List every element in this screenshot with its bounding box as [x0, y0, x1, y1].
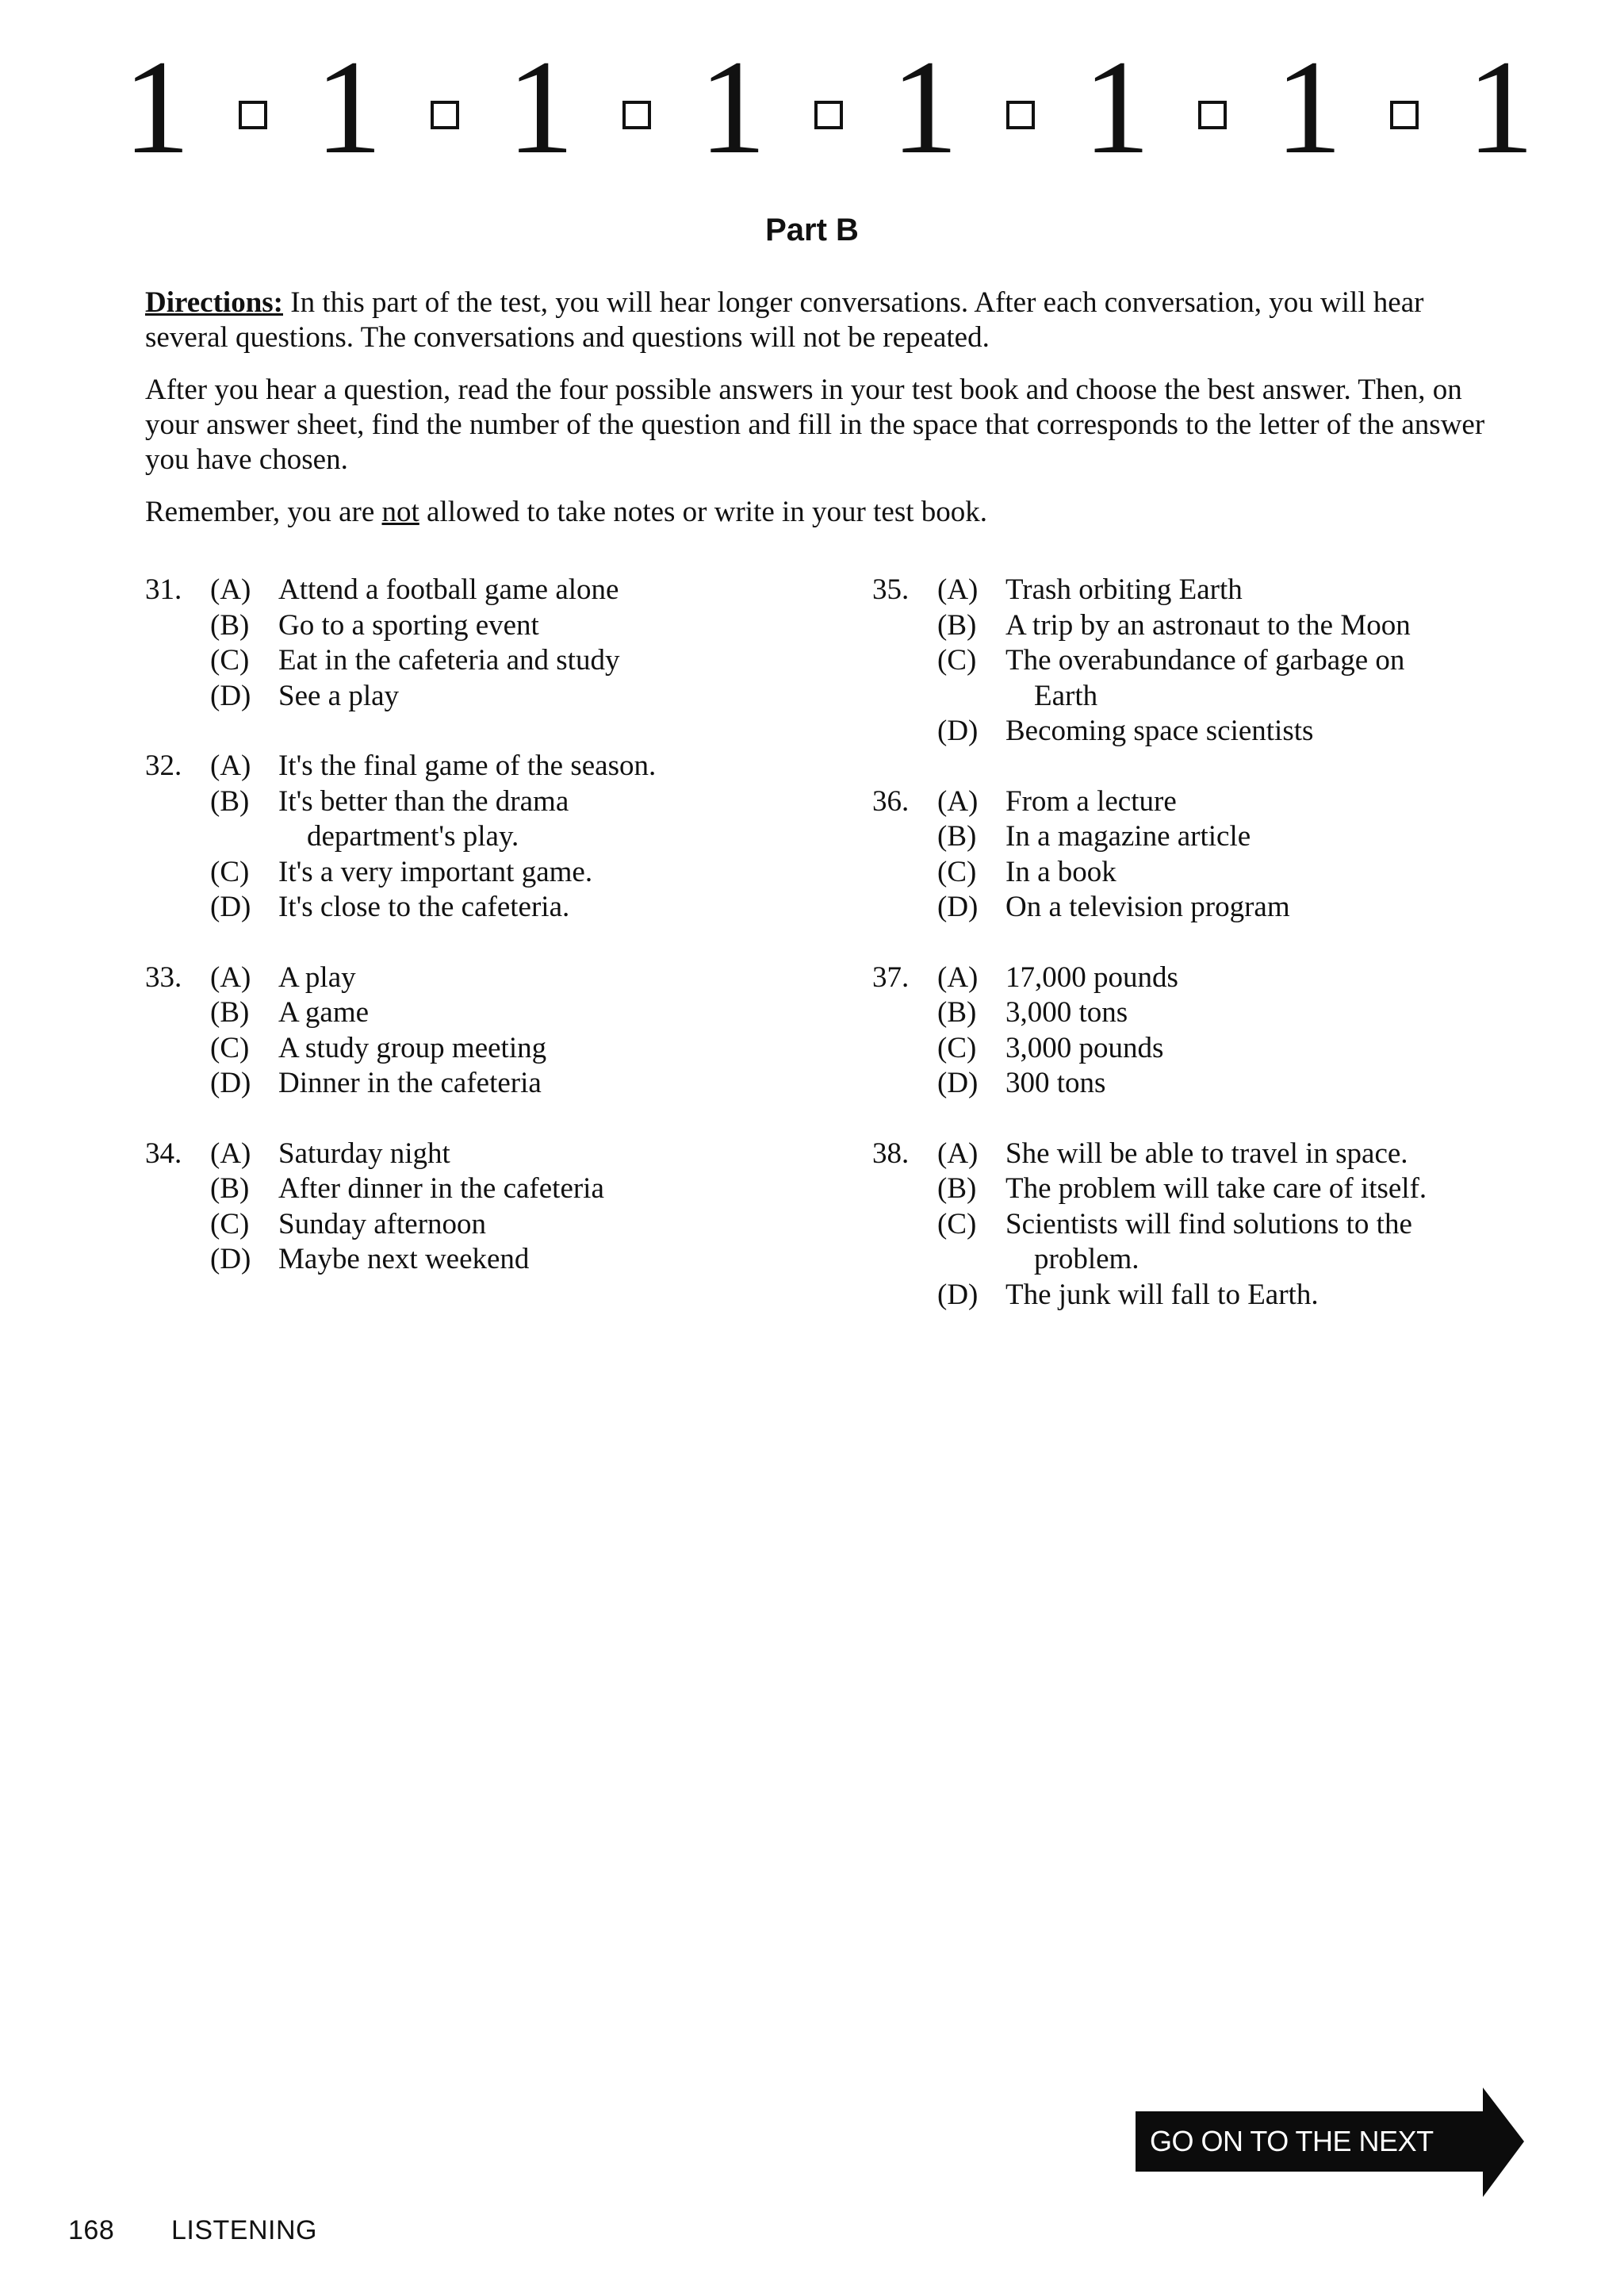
banner-digit: 1 — [507, 33, 575, 182]
option-text-line: After dinner in the cafeteria — [278, 1172, 604, 1205]
question-item — [145, 573, 811, 714]
option-text-line: On a television program — [1005, 891, 1290, 923]
answer-option — [872, 573, 1522, 608]
directions-paragraph-2: After you hear a question, read the four possible answers in your test book and choose the best answer. Then, on your answer sheet, find the number of the question and fill in the space that corresponds to the letter of the answer you have chosen. — [145, 374, 1485, 476]
answer-option — [145, 1207, 811, 1243]
answer-option — [872, 995, 1522, 1031]
option-letter: (D) — [937, 715, 979, 747]
option-text — [278, 1066, 811, 1102]
option-text-line: A play — [278, 960, 356, 994]
option-text — [1005, 1207, 1522, 1278]
option-letter: (A) — [210, 960, 251, 994]
directions-paragraph-1 — [145, 286, 1493, 355]
directions-text-3a: Remember, you are — [145, 496, 382, 528]
next-page-button[interactable] — [1136, 2088, 1532, 2218]
question-number — [145, 784, 210, 855]
option-text — [1005, 784, 1522, 820]
option-text-line: Becoming space scientists — [1005, 715, 1314, 747]
answer-option — [145, 784, 811, 855]
question-number — [145, 679, 210, 715]
option-text — [1005, 1278, 1522, 1313]
option-text — [278, 890, 811, 926]
question-item — [872, 784, 1522, 926]
option-letter: (D) — [210, 1067, 251, 1099]
answer-option — [145, 855, 811, 891]
option-text-line: 300 tons — [1005, 1067, 1106, 1099]
question-number — [145, 608, 210, 644]
part-title: Part B — [765, 213, 859, 247]
directions-text-1: In this part of the test, you will hear longer conversations. After each conversation, you will hear several questions. The conversations and questions will not be repeated. — [145, 286, 1424, 354]
option-text-line: Maybe next weekend — [278, 1243, 530, 1275]
option-text-line: Trash orbiting Earth — [1005, 573, 1243, 606]
question-number: 35. — [872, 573, 910, 606]
option-text — [1005, 890, 1522, 926]
directions-emphasis: not — [381, 496, 419, 528]
question-number — [872, 890, 937, 926]
question-number — [872, 608, 937, 644]
questions-left-column — [145, 573, 811, 1313]
option-text — [1005, 960, 1522, 996]
option-text — [278, 573, 811, 608]
option-text — [278, 855, 811, 891]
answer-option — [872, 643, 1522, 714]
answer-option — [145, 995, 811, 1031]
directions-label: Directions: — [145, 286, 283, 319]
option-text-line: 17,000 pounds — [1005, 960, 1178, 994]
option-text-line: The junk will fall to Earth. — [1005, 1278, 1319, 1311]
option-text — [1005, 714, 1522, 750]
option-letter: (A) — [937, 784, 979, 818]
answer-option — [872, 1031, 1522, 1067]
answer-option — [872, 1171, 1522, 1207]
option-text — [1005, 819, 1522, 855]
option-letter: (A) — [937, 573, 979, 606]
option-text-line: In a book — [1005, 855, 1116, 888]
section-name: LISTENING — [171, 2215, 317, 2245]
square-icon — [1198, 101, 1227, 129]
banner-digit: 1 — [123, 33, 190, 182]
square-icon — [431, 101, 459, 129]
next-page-label: GO ON TO THE NEXT PAGE — [1136, 2111, 1484, 2172]
option-text-line: 3,000 tons — [1005, 996, 1128, 1029]
option-letter: (D) — [937, 1278, 979, 1311]
option-text — [278, 995, 811, 1031]
option-text — [278, 1171, 811, 1207]
question-item — [872, 573, 1522, 750]
option-text — [278, 784, 811, 855]
option-letter: (B) — [937, 1172, 977, 1205]
answer-option — [872, 1207, 1522, 1278]
option-text — [278, 679, 811, 715]
banner-digit: 1 — [1466, 33, 1534, 182]
option-text — [278, 749, 811, 784]
question-number — [872, 643, 937, 714]
question-number: 36. — [872, 784, 910, 818]
option-text — [1005, 1137, 1522, 1172]
option-letter: (D) — [937, 891, 979, 923]
answer-option — [872, 890, 1522, 926]
option-letter: (A) — [937, 960, 979, 994]
option-letter: (C) — [210, 644, 250, 677]
option-text-line: Sunday afternoon — [278, 1207, 487, 1240]
question-number — [145, 1207, 210, 1243]
option-text-line: 3,000 pounds — [1005, 1031, 1164, 1064]
square-icon — [1006, 101, 1035, 129]
question-number — [872, 855, 937, 891]
option-letter: (B) — [937, 608, 977, 642]
question-number: 32. — [145, 750, 182, 782]
banner-digit: 1 — [1082, 33, 1151, 182]
option-letter: (B) — [210, 784, 250, 818]
answer-option — [872, 1066, 1522, 1102]
square-icon — [239, 101, 267, 129]
option-text — [278, 1207, 811, 1243]
option-letter: (C) — [937, 1207, 977, 1240]
question-number — [872, 1031, 937, 1067]
option-text-line: Attend a football game alone — [278, 573, 619, 606]
question-item — [145, 749, 811, 926]
answer-option — [872, 784, 1522, 820]
question-number — [872, 1171, 937, 1207]
option-letter: (C) — [210, 1031, 250, 1064]
question-number — [145, 1242, 210, 1278]
option-letter: (C) — [937, 855, 977, 888]
directions-paragraph-3 — [145, 495, 1493, 530]
option-text-line: Saturday night — [278, 1137, 450, 1170]
question-number — [872, 714, 937, 750]
banner-digit: 1 — [1274, 33, 1342, 182]
option-text-line: She will be able to travel in space. — [1005, 1137, 1408, 1170]
option-letter: (B) — [210, 1172, 250, 1205]
option-text-line: Eat in the cafeteria and study — [278, 644, 620, 677]
answer-option — [872, 855, 1522, 891]
question-number — [145, 995, 210, 1031]
option-text — [278, 608, 811, 644]
question-number — [145, 643, 210, 679]
option-letter: (A) — [210, 750, 251, 782]
option-text-line: From a lecture — [1005, 784, 1177, 818]
option-text-line: Scientists will find solutions to the — [1005, 1207, 1412, 1240]
directions-text-3b: allowed to take notes or write in your test book. — [419, 496, 988, 528]
option-text — [1005, 855, 1522, 891]
option-text-continuation: department's play. — [307, 820, 519, 853]
question-number — [145, 1171, 210, 1207]
answer-option — [145, 749, 811, 784]
answer-option — [145, 1066, 811, 1102]
option-letter: (A) — [210, 1137, 251, 1170]
square-icon — [622, 101, 651, 129]
question-number — [872, 1278, 937, 1313]
question-number — [872, 1066, 937, 1102]
question-number — [872, 995, 937, 1031]
option-text — [1005, 573, 1522, 608]
option-text — [1005, 1066, 1522, 1102]
option-text-line: Dinner in the cafeteria — [278, 1067, 542, 1099]
answer-option — [145, 608, 811, 644]
question-item — [145, 1137, 811, 1278]
square-icon — [814, 101, 843, 129]
option-text — [1005, 643, 1522, 714]
option-letter: (D) — [210, 891, 251, 923]
answer-option — [872, 1278, 1522, 1313]
banner-digit: 1 — [891, 33, 959, 182]
question-number — [872, 1207, 937, 1278]
question-number: 31. — [145, 573, 182, 606]
option-text-line: A game — [278, 996, 370, 1029]
option-letter: (C) — [210, 855, 250, 888]
option-letter: (B) — [937, 820, 977, 853]
answer-option — [145, 643, 811, 679]
option-letter: (D) — [210, 1243, 251, 1275]
question-number — [145, 1066, 210, 1102]
question-number — [145, 855, 210, 891]
question-item — [145, 960, 811, 1102]
question-item — [872, 1137, 1522, 1313]
question-number: 37. — [872, 960, 910, 994]
answer-option — [145, 1171, 811, 1207]
option-text-continuation: Earth — [1034, 679, 1098, 712]
option-letter: (C) — [937, 1031, 977, 1064]
arrow-right-icon — [1477, 2088, 1527, 2199]
option-letter: (C) — [937, 644, 977, 677]
question-item — [872, 960, 1522, 1102]
question-number: 34. — [145, 1137, 182, 1170]
square-icon — [1390, 101, 1419, 129]
question-number — [145, 1031, 210, 1067]
option-text-line: A study group meeting — [278, 1031, 547, 1064]
page-number: 168 — [68, 2215, 115, 2245]
answer-option — [872, 714, 1522, 750]
option-text — [1005, 995, 1522, 1031]
option-text — [1005, 608, 1522, 644]
option-letter: (A) — [937, 1137, 979, 1170]
option-text — [278, 1137, 811, 1172]
option-text-line: A trip by an astronaut to the Moon — [1005, 608, 1411, 642]
option-letter: (B) — [937, 996, 977, 1029]
option-text-line: It's a very important game. — [278, 855, 593, 888]
banner-digit: 1 — [699, 33, 767, 182]
option-letter: (B) — [210, 996, 250, 1029]
option-letter: (A) — [210, 573, 251, 606]
answer-option — [145, 1137, 811, 1172]
option-letter: (D) — [210, 679, 251, 712]
answer-option — [872, 608, 1522, 644]
option-text-line: It's the final game of the season. — [278, 750, 657, 782]
option-text-line: The overabundance of garbage on — [1005, 644, 1405, 677]
option-text-line: It's close to the cafeteria. — [278, 891, 570, 923]
questions-right-column — [872, 573, 1522, 1348]
question-number — [145, 890, 210, 926]
question-number — [872, 819, 937, 855]
directions-block — [145, 286, 1493, 547]
answer-option — [872, 960, 1522, 996]
option-text-line: It's better than the drama — [278, 784, 569, 818]
question-number: 33. — [145, 960, 182, 994]
option-text — [278, 643, 811, 679]
section-banner — [123, 33, 1534, 182]
option-text-line: Go to a sporting event — [278, 608, 539, 642]
option-text-line: See a play — [278, 679, 400, 712]
page-footer — [68, 2215, 317, 2246]
banner-digit: 1 — [315, 33, 383, 182]
answer-option — [145, 1031, 811, 1067]
option-text — [1005, 1031, 1522, 1067]
question-number: 38. — [872, 1137, 910, 1170]
option-text-line: In a magazine article — [1005, 820, 1251, 853]
option-letter: (C) — [210, 1207, 250, 1240]
option-text — [278, 960, 811, 996]
option-letter: (D) — [937, 1067, 979, 1099]
option-text — [278, 1242, 811, 1278]
option-text-line: The problem will take care of itself. — [1005, 1172, 1427, 1205]
answer-option — [145, 573, 811, 608]
answer-option — [145, 679, 811, 715]
answer-option — [145, 890, 811, 926]
answer-option — [145, 960, 811, 996]
option-text — [1005, 1171, 1522, 1207]
answer-option — [872, 1137, 1522, 1172]
option-text-continuation: problem. — [1034, 1243, 1139, 1275]
option-letter: (B) — [210, 608, 250, 642]
answer-option — [145, 1242, 811, 1278]
answer-option — [872, 819, 1522, 855]
option-text — [278, 1031, 811, 1067]
